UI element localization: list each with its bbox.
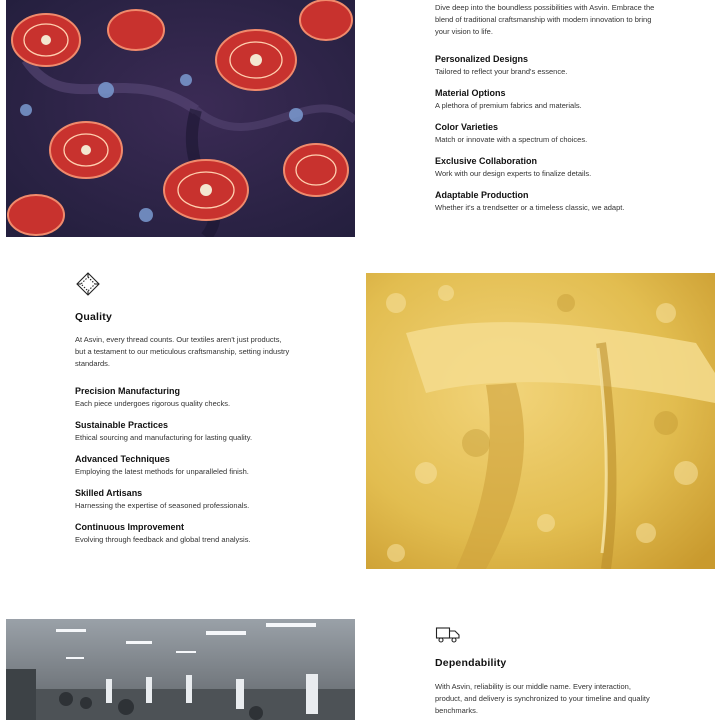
delivery-truck-icon (435, 621, 461, 647)
factory-floor-photo (6, 619, 355, 720)
feature-title: Continuous Improvement (75, 522, 185, 532)
feature-desc: Work with our design experts to finalize details. (435, 169, 592, 178)
feature-desc: Ethical sourcing and manufacturing for lasting quality. (75, 433, 253, 442)
feature-item (75, 386, 311, 409)
feature-title: Advanced Techniques (75, 454, 170, 464)
dependability-intro: With Asvin, reliability is our middle name. Every interaction, product, and delivery is synchronized to your timeline and quality benchmarks. (435, 682, 650, 715)
feature-title: Adaptable Production (435, 190, 529, 200)
feature-desc: Harnessing the expertise of seasoned professionals. (75, 501, 250, 510)
customization-intro: Dive deep into the boundless possibilities with Asvin. Embrace the blend of traditional craftsmanship with modern innovation to bring your vision to life. (435, 3, 655, 36)
feature-item (75, 522, 311, 545)
feature-item (435, 190, 671, 213)
feature-desc: Each piece undergoes rigorous quality checks. (75, 399, 231, 408)
feature-item (75, 488, 311, 511)
feature-desc: Match or innovate with a spectrum of choices. (435, 135, 588, 144)
feature-desc: Tailored to reflect your brand's essence. (435, 67, 568, 76)
feature-title: Precision Manufacturing (75, 386, 181, 396)
feature-title: Personalized Designs (435, 54, 529, 64)
feature-item (435, 54, 671, 77)
feature-desc: Whether it's a trendsetter or a timeless classic, we adapt. (435, 203, 625, 212)
feature-desc: Employing the latest methods for unparalleled finish. (75, 467, 249, 476)
feature-desc: Evolving through feedback and global trend analysis. (75, 535, 251, 544)
feature-desc: A plethora of premium fabrics and materials. (435, 101, 582, 110)
feature-title: Exclusive Collaboration (435, 156, 538, 166)
quality-intro: At Asvin, every thread counts. Our textiles aren't just products, but a testament to our meticulous craftsmanship, setting industry standards. (75, 335, 290, 368)
section-title: Quality (75, 311, 112, 323)
feature-item (75, 420, 311, 443)
feature-title: Sustainable Practices (75, 420, 169, 430)
feature-title: Color Varieties (435, 122, 499, 132)
diamond-icon (75, 271, 101, 297)
feature-item (435, 88, 671, 111)
feature-title: Material Options (435, 88, 506, 98)
feature-title: Skilled Artisans (75, 488, 143, 498)
paisley-fabric-photo (6, 0, 355, 237)
section-title: Dependability (435, 657, 507, 669)
feature-item (435, 156, 671, 179)
feature-item (435, 122, 671, 145)
yellow-fleece-photo (366, 273, 715, 569)
feature-item (75, 454, 311, 477)
